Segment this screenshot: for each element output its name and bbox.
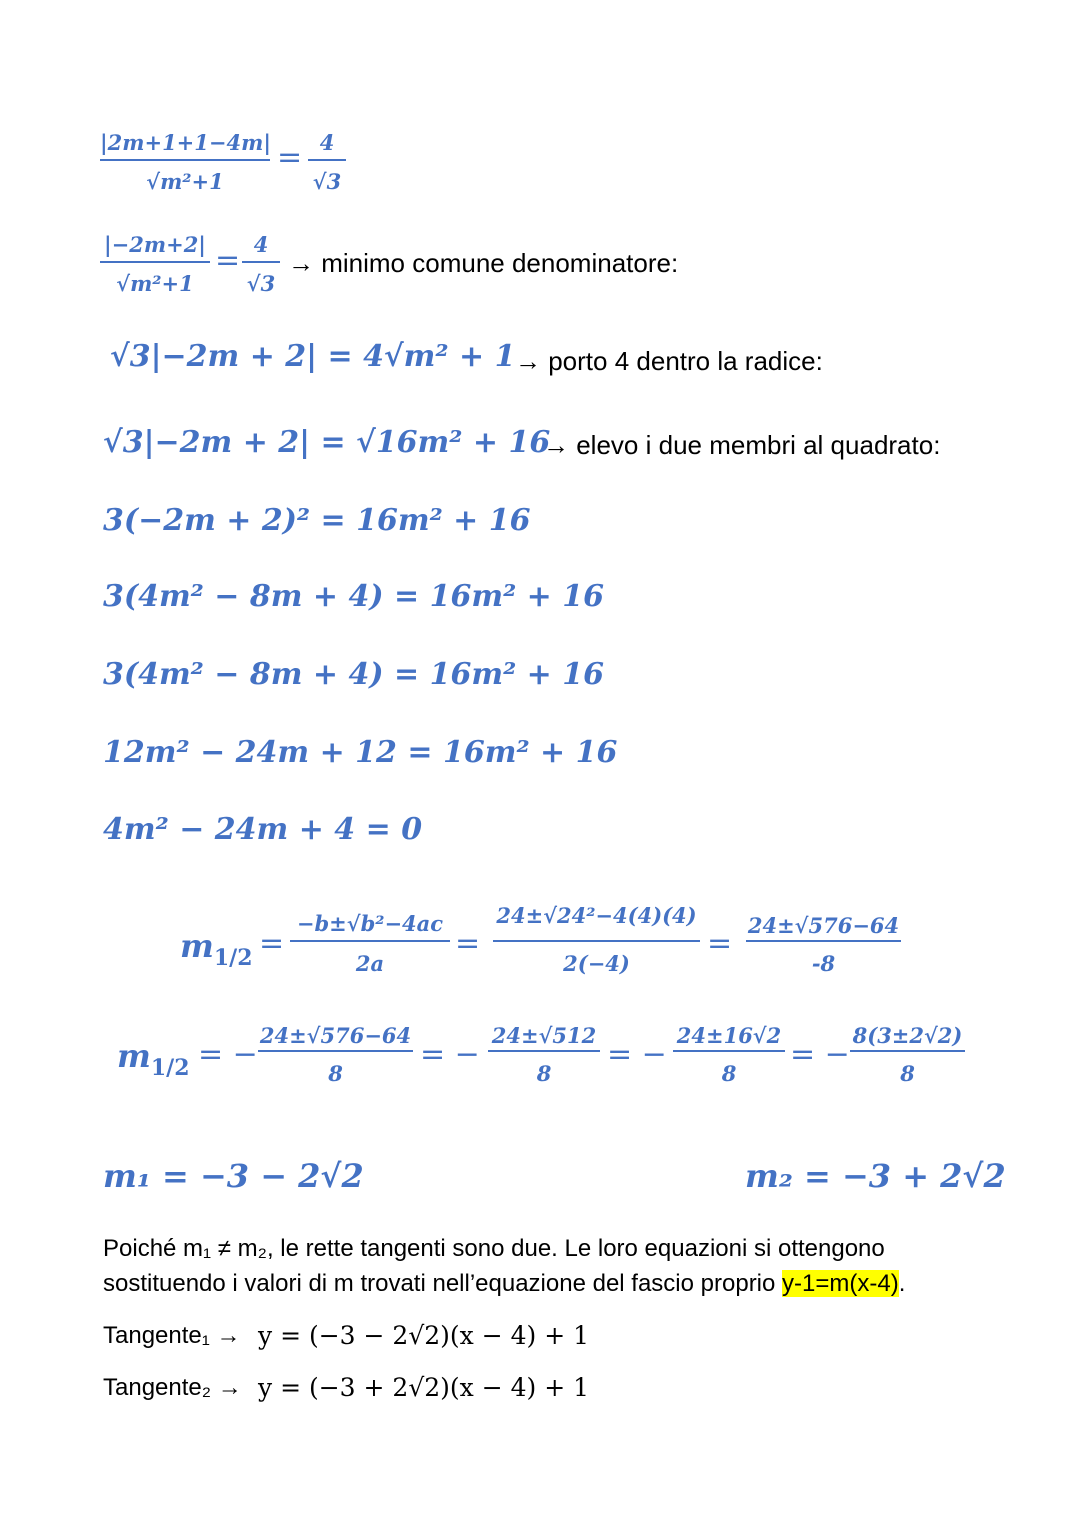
fraction-denominator: √m²+1	[146, 169, 224, 194]
fraction-1-left	[100, 128, 270, 198]
paragraph-text: sostituendo i valori di m trovati nell’equazione del fascio proprio	[103, 1270, 783, 1297]
fraction-numerator: −b±√b²−4ac	[296, 911, 444, 936]
solution-m1: m₁ = −3 − 2√2	[103, 1157, 364, 1195]
m12-label-2	[117, 1037, 190, 1081]
fraction-numerator: 24±√576−64	[747, 913, 900, 938]
tangent-1-label: Tangente₁ →	[103, 1322, 241, 1349]
fraction-denominator: 8	[721, 1061, 737, 1086]
m-symbol: m	[117, 1037, 151, 1075]
note-mcd: → minimo comune denominatore:	[288, 248, 679, 278]
fraction-numerator: |−2m+2|	[104, 232, 206, 257]
fraction-numerator: 24±16√2	[676, 1023, 782, 1048]
equation-line-5: 3(−2m + 2)² = 16m² + 16	[103, 503, 531, 538]
fraction-numerator: 24±√24²−4(4)(4)	[496, 903, 697, 928]
paragraph-period: .	[898, 1270, 906, 1297]
solution-m2: m₂ = −3 + 2√2	[745, 1157, 1006, 1195]
fraction-numerator: |2m+1+1−4m|	[100, 130, 271, 155]
fraction-2-right	[242, 230, 280, 300]
fraction-numerator: 24±√576−64	[259, 1023, 412, 1048]
equation-line-8: 12m² − 24m + 12 = 16m² + 16	[103, 735, 618, 770]
fraction-denominator: √3	[312, 169, 342, 194]
equals-minus: = −	[607, 1037, 667, 1072]
equals-sign: =	[215, 243, 241, 278]
fraction-q2-1	[258, 1015, 413, 1085]
equals-sign: =	[707, 926, 733, 961]
m-subscript: 1/2	[213, 945, 253, 971]
equals-sign: =	[277, 140, 303, 175]
fraction-numerator: 8(3±2√2)	[852, 1023, 963, 1048]
fraction-q2-2	[488, 1015, 600, 1085]
equals-minus: = −	[420, 1037, 480, 1072]
m-symbol: m	[180, 927, 214, 965]
fraction-q1-2	[493, 895, 700, 975]
paragraph-line-1: Poiché m₁ ≠ m₂, le rette tangenti sono due. Le loro equazioni si ottengono	[103, 1235, 885, 1262]
fraction-numerator: 24±√512	[491, 1023, 597, 1048]
equals-minus: = −	[198, 1037, 258, 1072]
tangent-2-equation: y = (−3 + 2√2)(x − 4) + 1	[258, 1373, 590, 1402]
fraction-q2-3	[673, 1015, 785, 1085]
fraction-numerator: 4	[253, 232, 269, 257]
fraction-denominator: 2a	[355, 951, 385, 976]
fraction-q1-1	[290, 905, 450, 975]
fraction-denominator: √3	[246, 271, 276, 296]
equation-line-3: √3|−2m + 2| = 4√m² + 1	[110, 339, 516, 374]
note-porto-4: → porto 4 dentro la radice:	[515, 346, 823, 376]
note-elevo-quadrato: → elevo i due membri al quadrato:	[543, 430, 941, 460]
equals-sign: =	[455, 926, 481, 961]
fraction-denominator: 8	[328, 1061, 343, 1086]
equation-line-7: 3(4m² − 8m + 4) = 16m² + 16	[103, 657, 604, 692]
equals-sign: =	[259, 926, 285, 961]
fraction-denominator: 8	[900, 1061, 915, 1086]
fraction-denominator: 8	[536, 1061, 552, 1086]
equation-line-6: 3(4m² − 8m + 4) = 16m² + 16	[103, 579, 604, 614]
fraction-denominator: 2(−4)	[563, 951, 630, 976]
equation-line-4: √3|−2m + 2| = √16m² + 16	[103, 425, 551, 460]
m-subscript: 1/2	[150, 1055, 190, 1081]
fraction-denominator: -8	[811, 951, 836, 976]
fraction-q2-4	[850, 1015, 965, 1085]
highlighted-fascio-equation: y-1=m(x-4)	[782, 1270, 899, 1297]
m12-label-1	[180, 927, 253, 971]
fraction-1-right	[308, 128, 346, 198]
paragraph-line-2	[103, 1272, 905, 1296]
tangent-2-label: Tangente₂ →	[103, 1374, 242, 1401]
fraction-2-left	[100, 230, 210, 300]
fraction-q1-3	[746, 905, 901, 975]
equation-line-9: 4m² − 24m + 4 = 0	[103, 812, 423, 847]
tangent-1-equation: y = (−3 − 2√2)(x − 4) + 1	[258, 1321, 590, 1350]
equals-minus: = −	[790, 1037, 850, 1072]
fraction-denominator: √m²+1	[116, 271, 194, 296]
fraction-numerator: 4	[319, 130, 335, 155]
